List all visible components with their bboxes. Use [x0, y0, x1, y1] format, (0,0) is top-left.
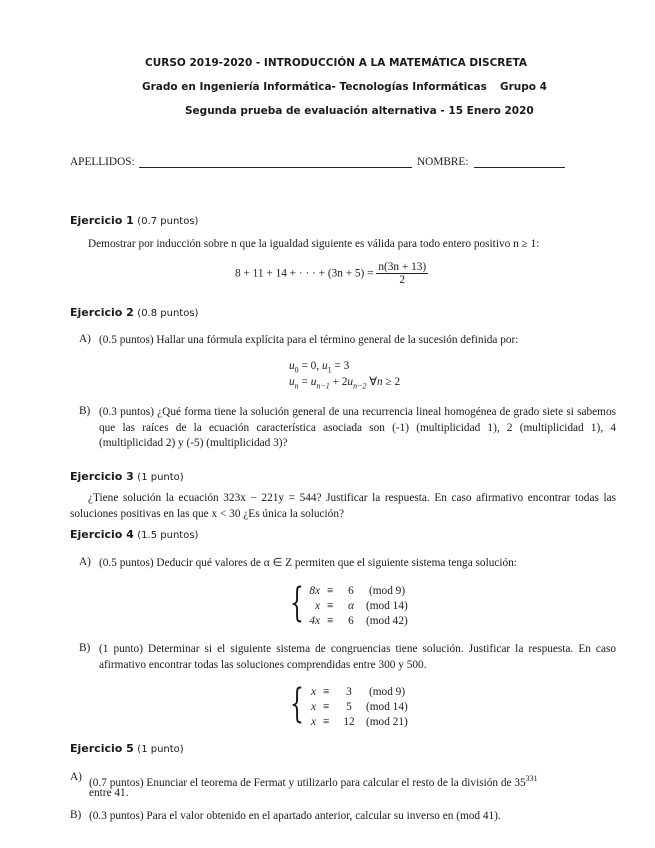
degree-line: Grado en Ingeniería Informática- Tecnologías Informáticas [142, 81, 487, 93]
group-label: Grupo 4 [500, 81, 547, 93]
exercise-2-title: Ejercicio 2 [70, 306, 134, 319]
sys1-row-1-equiv: ≡ [327, 585, 334, 597]
exercise-2a-text: (0.5 puntos) Hallar una fórmula explícita para el término general de la sucesión definida por: [99, 334, 519, 346]
sys2-row-1-rhs: 3 [346, 686, 352, 698]
sys2-row-1-mod: (mod 9) [369, 686, 406, 698]
system-1-brace: { [290, 580, 304, 626]
exercise-5-points: (1 punto) [137, 744, 184, 755]
exercise-4-title: Ejercicio 4 [70, 528, 134, 541]
exercise-5a-label: A) [70, 771, 82, 783]
formula-numerator: n(3n + 13) [378, 261, 427, 273]
formula-lhs: 8 + 11 + 14 + · · · + (3n + 5) = [235, 267, 374, 280]
sys2-row-3-mod: (mod 21) [366, 716, 408, 728]
exercise-2b-text: (0.3 puntos) ¿Qué forma tiene la solución general de una recurrencia lineal homogénea de grado siete si sabemos que las raíces de la ecuación característica asociada son (-1) (multiplicidad 1), 2 (multiplicidad 1), 4 (multiplicidad 2) y (-5) (multiplicidad 3)? [99, 406, 616, 450]
exercise-1-heading [70, 214, 198, 227]
sys1-row-1-mod: (mod 9) [369, 585, 406, 597]
sys2-row-2-equiv: ≡ [323, 701, 330, 713]
exercise-5-heading [70, 742, 184, 755]
exercise-3-title: Ejercicio 3 [70, 470, 134, 483]
exercise-3-heading [70, 470, 184, 483]
congruence-system-1 [290, 580, 430, 635]
sys2-row-3-rhs: 12 [343, 716, 355, 728]
sys2-row-1-equiv: ≡ [323, 686, 330, 698]
sys1-row-2-lhs: x [314, 600, 320, 612]
exercise-5a-text-cont: entre 41. [89, 787, 129, 799]
formula-fraction [376, 261, 428, 286]
exercise-1-statement: Demostrar por inducción sobre n que la igualdad siguiente es válida para todo entero positivo n ≥ 1: [88, 238, 540, 250]
sys2-row-2-rhs: 5 [346, 701, 352, 713]
exercise-5a-text-main: (0.7 puntos) Enunciar el teorema de Fermat y utilizarlo para calcular el resto de la división de 35 [89, 776, 526, 789]
exercise-5-title: Ejercicio 5 [70, 742, 134, 755]
exercise-2a-label: A) [79, 333, 91, 345]
exercise-3-text: ¿Tiene solución la ecuación 323x − 221y = 544? Justificar la respuesta. En caso afirmativo encontrar todas las soluciones positivas en las que x < 30 ¿Es única la solución? [70, 492, 616, 520]
sys1-row-2-mod: (mod 14) [366, 600, 408, 612]
exercise-5a-exponent: 331 [525, 774, 538, 783]
exercise-2a-eq2: $u_n = u_{n-1} + 2u_{n-2}$ ∀n ≥ 2 [289, 376, 401, 391]
exercise-5b-text: (0.3 puntos) Para el valor obtenido en el apartado anterior, calcular su inverso en (mod 41). [89, 810, 501, 822]
sys1-row-3-lhs: 4x [309, 615, 320, 627]
surname-field[interactable] [139, 167, 412, 168]
sys2-row-1-lhs: x [310, 686, 316, 698]
sys2-row-3-lhs: x [310, 716, 316, 728]
course-title: CURSO 2019-2020 - INTRODUCCIÓN A LA MATEMÁTICA DISCRETA [145, 57, 528, 69]
exercise-4-points: (1.5 puntos) [137, 530, 199, 541]
exercise-4-heading [70, 528, 198, 541]
exercise-4a-label: A) [79, 556, 91, 568]
exercise-2a-eq1: $u_0 = 0$, $u_1 = 3$ [289, 360, 350, 375]
sys1-row-2-equiv: ≡ [327, 600, 334, 612]
name-field[interactable] [474, 167, 565, 168]
exam-subtitle: Segunda prueba de evaluación alternativa - 15 Enero 2020 [185, 105, 534, 117]
system-2-brace: { [290, 681, 304, 727]
sys1-row-3-equiv: ≡ [327, 615, 334, 627]
exercise-1-points: (0.7 puntos) [137, 216, 199, 227]
exercise-4b-text: (1 punto) Determinar si el siguiente sistema de congruencias tiene solución. Justificar la respuesta. En caso afirmativo encontrar todas las soluciones comprendidas entre 300 y 500. [99, 643, 616, 671]
exercise-1-formula [235, 261, 428, 286]
exercise-4b-label: B) [79, 642, 91, 654]
exercise-3-points: (1 punto) [137, 472, 184, 483]
sys1-row-3-rhs: 6 [348, 615, 354, 627]
sys1-row-1-rhs: 6 [348, 585, 354, 597]
name-label: NOMBRE: [417, 156, 469, 168]
surname-label: APELLIDOS: [70, 156, 135, 168]
exercise-4a-text: (0.5 puntos) Deducir qué valores de α ∈ Z permiten que el siguiente sistema tenga solución: [99, 557, 517, 569]
sys1-row-3-mod: (mod 42) [366, 615, 408, 627]
exercise-1-title: Ejercicio 1 [70, 214, 134, 227]
sys1-row-2-rhs: α [348, 600, 354, 612]
exercise-5a-text [89, 771, 616, 791]
exercise-2-points: (0.8 puntos) [137, 308, 199, 319]
exercise-2-heading [70, 306, 198, 319]
formula-denominator: 2 [399, 274, 406, 286]
sys1-row-1-lhs: 8x [309, 585, 320, 597]
sys2-row-2-mod: (mod 14) [366, 701, 408, 713]
congruence-system-2 [290, 681, 430, 736]
sys2-row-3-equiv: ≡ [323, 716, 330, 728]
exercise-2b-label: B) [79, 405, 91, 417]
exercise-5b-label: B) [70, 809, 82, 821]
sys2-row-2-lhs: x [310, 701, 316, 713]
